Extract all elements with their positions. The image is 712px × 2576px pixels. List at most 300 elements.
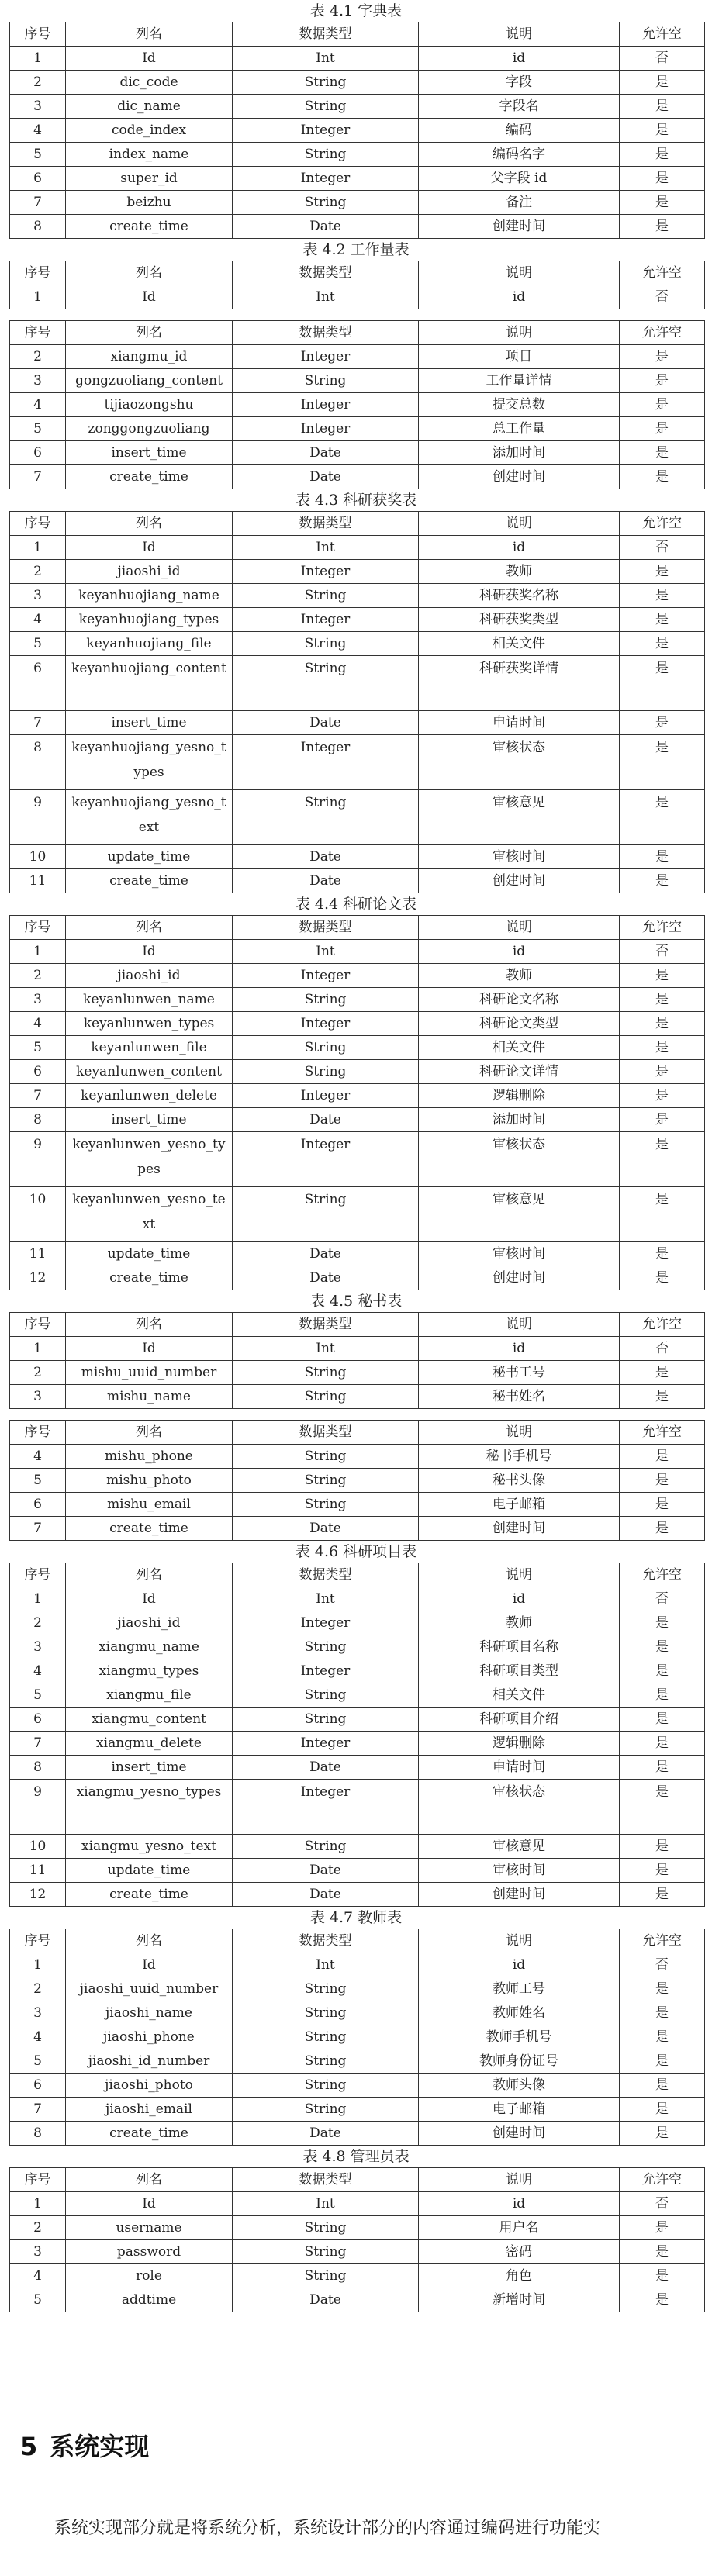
row-number: 6 <box>10 167 66 191</box>
nullable: 是 <box>620 1361 705 1385</box>
description: 项目 <box>419 345 620 369</box>
nullable: 是 <box>620 1036 705 1060</box>
nullable: 是 <box>620 608 705 632</box>
table-row <box>10 1361 705 1385</box>
data-type: Int <box>233 2192 419 2216</box>
row-number: 4 <box>10 119 66 143</box>
description: id <box>419 1587 620 1611</box>
schema-table <box>9 1420 705 1541</box>
description: 备注 <box>419 191 620 215</box>
table-row <box>10 2074 705 2098</box>
nullable: 否 <box>620 285 705 309</box>
column-header: 数据类型 <box>233 2168 419 2192</box>
description: 教师 <box>419 1611 620 1635</box>
row-number: 7 <box>10 465 66 489</box>
row-number: 4 <box>10 1445 66 1469</box>
row-number: 3 <box>10 369 66 393</box>
data-type: String <box>233 2216 419 2240</box>
row-number: 1 <box>10 1587 66 1611</box>
column-name: keyanhuojiang_yesno_text <box>66 790 233 845</box>
column-header: 列名 <box>66 22 233 47</box>
column-header: 说明 <box>419 22 620 47</box>
nullable: 是 <box>620 1859 705 1883</box>
column-header: 序号 <box>10 261 66 285</box>
data-type: Int <box>233 1953 419 1977</box>
table-row <box>10 2216 705 2240</box>
column-header: 说明 <box>419 1929 620 1953</box>
description: 相关文件 <box>419 1036 620 1060</box>
table-row <box>10 1266 705 1290</box>
data-type: String <box>233 2264 419 2288</box>
data-type: Int <box>233 47 419 71</box>
column-name: jiaoshi_id_number <box>66 2049 233 2074</box>
column-name: insert_time <box>66 441 233 465</box>
column-header: 列名 <box>66 261 233 285</box>
description: 秘书姓名 <box>419 1385 620 1409</box>
column-name: password <box>66 2240 233 2264</box>
description: 科研项目名称 <box>419 1635 620 1659</box>
row-number: 6 <box>10 1708 66 1732</box>
column-header: 序号 <box>10 22 66 47</box>
column-header: 序号 <box>10 1929 66 1953</box>
table-row <box>10 869 705 893</box>
row-number: 10 <box>10 1835 66 1859</box>
table-row <box>10 1953 705 1977</box>
table-row <box>10 1445 705 1469</box>
table-row <box>10 2025 705 2049</box>
header-row <box>10 1313 705 1337</box>
table-row <box>10 1732 705 1756</box>
nullable: 是 <box>620 964 705 988</box>
nullable: 是 <box>620 735 705 790</box>
nullable: 是 <box>620 1732 705 1756</box>
description: id <box>419 1953 620 1977</box>
nullable: 是 <box>620 560 705 584</box>
data-type: String <box>233 1385 419 1409</box>
data-type: Date <box>233 869 419 893</box>
table-row <box>10 285 705 309</box>
row-number: 6 <box>10 1493 66 1517</box>
data-type: String <box>233 1060 419 1084</box>
row-number: 3 <box>10 584 66 608</box>
column-header: 序号 <box>10 1563 66 1587</box>
nullable: 是 <box>620 988 705 1012</box>
column-name: jiaoshi_photo <box>66 2074 233 2098</box>
table-row <box>10 1708 705 1732</box>
column-name: jiaoshi_phone <box>66 2025 233 2049</box>
column-name: update_time <box>66 1859 233 1883</box>
table-row <box>10 560 705 584</box>
row-number: 1 <box>10 47 66 71</box>
column-name: Id <box>66 2192 233 2216</box>
row-number: 5 <box>10 2288 66 2312</box>
table-row <box>10 1611 705 1635</box>
table-row <box>10 1385 705 1409</box>
data-type: Int <box>233 1587 419 1611</box>
data-type: String <box>233 1977 419 2001</box>
description: 父字段 id <box>419 167 620 191</box>
row-number: 4 <box>10 1012 66 1036</box>
data-type: Integer <box>233 1659 419 1683</box>
table-row <box>10 1780 705 1835</box>
column-name: insert_time <box>66 1108 233 1132</box>
row-number: 2 <box>10 964 66 988</box>
nullable: 是 <box>620 1659 705 1683</box>
row-number: 6 <box>10 1060 66 1084</box>
row-number: 5 <box>10 143 66 167</box>
description: 电子邮箱 <box>419 2098 620 2122</box>
data-type: String <box>233 790 419 845</box>
column-name: insert_time <box>66 711 233 735</box>
row-number: 7 <box>10 711 66 735</box>
nullable: 是 <box>620 1469 705 1493</box>
column-name: create_time <box>66 869 233 893</box>
description: 角色 <box>419 2264 620 2288</box>
nullable: 是 <box>620 215 705 239</box>
header-row <box>10 512 705 536</box>
column-header: 序号 <box>10 512 66 536</box>
nullable: 是 <box>620 2049 705 2074</box>
table-row <box>10 2264 705 2288</box>
nullable: 是 <box>620 632 705 656</box>
nullable: 是 <box>620 71 705 95</box>
description: 审核时间 <box>419 1242 620 1266</box>
data-type: Integer <box>233 1132 419 1187</box>
data-type: String <box>233 2240 419 2264</box>
row-number: 4 <box>10 2025 66 2049</box>
column-name: xiangmu_id <box>66 345 233 369</box>
data-type: Integer <box>233 1611 419 1635</box>
row-number: 5 <box>10 1469 66 1493</box>
data-type: String <box>233 1683 419 1708</box>
nullable: 是 <box>620 1108 705 1132</box>
table-caption: 表 4.2 工作量表 <box>302 241 410 258</box>
schema-table <box>9 22 705 239</box>
table-caption: 表 4.4 科研论文表 <box>295 896 417 913</box>
nullable: 是 <box>620 345 705 369</box>
table-row <box>10 1187 705 1242</box>
table-row <box>10 1659 705 1683</box>
table-row <box>10 441 705 465</box>
description: 字段 <box>419 71 620 95</box>
row-number: 9 <box>10 1780 66 1835</box>
table-row <box>10 1756 705 1780</box>
description: 用户名 <box>419 2216 620 2240</box>
data-type: String <box>233 1469 419 1493</box>
schema-table <box>9 1312 705 1409</box>
column-header: 说明 <box>419 321 620 345</box>
table-row <box>10 465 705 489</box>
description: 创建时间 <box>419 1266 620 1290</box>
row-number: 1 <box>10 536 66 560</box>
header-row <box>10 916 705 940</box>
row-number: 8 <box>10 215 66 239</box>
header-row <box>10 1563 705 1587</box>
nullable: 否 <box>620 1587 705 1611</box>
row-number: 5 <box>10 1683 66 1708</box>
section-number: 5 <box>20 2432 38 2461</box>
row-number: 4 <box>10 2264 66 2288</box>
column-name: beizhu <box>66 191 233 215</box>
description: 审核状态 <box>419 1132 620 1187</box>
description: 审核意见 <box>419 1835 620 1859</box>
row-number: 9 <box>10 790 66 845</box>
description: 科研论文类型 <box>419 1012 620 1036</box>
nullable: 是 <box>620 1977 705 2001</box>
column-name: keyanlunwen_delete <box>66 1084 233 1108</box>
row-number: 1 <box>10 1953 66 1977</box>
column-name: create_time <box>66 2122 233 2146</box>
table-row <box>10 345 705 369</box>
nullable: 是 <box>620 2122 705 2146</box>
column-header: 数据类型 <box>233 261 419 285</box>
column-header: 列名 <box>66 512 233 536</box>
row-number: 2 <box>10 1361 66 1385</box>
row-number: 4 <box>10 1659 66 1683</box>
data-type: Date <box>233 1859 419 1883</box>
row-number: 7 <box>10 1732 66 1756</box>
schema-table <box>9 1563 705 1907</box>
column-name: create_time <box>66 215 233 239</box>
data-type: String <box>233 988 419 1012</box>
column-header: 允许空 <box>620 1313 705 1337</box>
description: 秘书头像 <box>419 1469 620 1493</box>
column-name: tijiaozongshu <box>66 393 233 417</box>
data-type: String <box>233 1445 419 1469</box>
data-type: String <box>233 656 419 711</box>
schema-table <box>9 261 705 309</box>
column-name: role <box>66 2264 233 2288</box>
schema-table <box>9 2167 705 2312</box>
table-row <box>10 1036 705 1060</box>
table-row <box>10 2240 705 2264</box>
row-number: 6 <box>10 2074 66 2098</box>
table-caption: 表 4.6 科研项目表 <box>295 1543 417 1560</box>
row-number: 3 <box>10 1635 66 1659</box>
data-type: String <box>233 1187 419 1242</box>
nullable: 是 <box>620 2288 705 2312</box>
table-row <box>10 2049 705 2074</box>
data-type: Integer <box>233 1780 419 1835</box>
table-row <box>10 735 705 790</box>
row-number: 1 <box>10 940 66 964</box>
nullable: 是 <box>620 1635 705 1659</box>
nullable: 是 <box>620 119 705 143</box>
data-type: Integer <box>233 560 419 584</box>
row-number: 10 <box>10 845 66 869</box>
nullable: 是 <box>620 1517 705 1541</box>
table-row <box>10 988 705 1012</box>
page-break <box>0 309 712 320</box>
data-type: Integer <box>233 417 419 441</box>
column-name: jiaoshi_uuid_number <box>66 1977 233 2001</box>
table-row <box>10 369 705 393</box>
description: 科研论文详情 <box>419 1060 620 1084</box>
column-header: 允许空 <box>620 321 705 345</box>
header-row <box>10 321 705 345</box>
table-row <box>10 119 705 143</box>
data-type: Date <box>233 1242 419 1266</box>
column-name: keyanlunwen_file <box>66 1036 233 1060</box>
row-number: 7 <box>10 191 66 215</box>
column-header: 序号 <box>10 1421 66 1445</box>
nullable: 是 <box>620 1835 705 1859</box>
column-header: 数据类型 <box>233 1313 419 1337</box>
column-name: jiaoshi_id <box>66 1611 233 1635</box>
column-header: 列名 <box>66 1313 233 1337</box>
row-number: 11 <box>10 869 66 893</box>
description: 逻辑删除 <box>419 1084 620 1108</box>
table-row <box>10 584 705 608</box>
description: id <box>419 536 620 560</box>
table-row <box>10 71 705 95</box>
row-number: 5 <box>10 632 66 656</box>
schema-table <box>9 511 705 893</box>
table-row <box>10 1635 705 1659</box>
data-type: Date <box>233 845 419 869</box>
description: 审核时间 <box>419 1859 620 1883</box>
nullable: 是 <box>620 1266 705 1290</box>
table-row <box>10 2001 705 2025</box>
table-row <box>10 1108 705 1132</box>
description: 创建时间 <box>419 869 620 893</box>
schema-table <box>9 320 705 489</box>
page-break <box>0 1409 712 1420</box>
column-header: 列名 <box>66 1929 233 1953</box>
description: 秘书手机号 <box>419 1445 620 1469</box>
table-caption: 表 4.3 科研获奖表 <box>295 492 417 509</box>
nullable: 是 <box>620 1012 705 1036</box>
description: 申请时间 <box>419 1756 620 1780</box>
column-header: 允许空 <box>620 22 705 47</box>
description: 相关文件 <box>419 1683 620 1708</box>
data-type: Integer <box>233 393 419 417</box>
data-type: Date <box>233 1266 419 1290</box>
column-name: keyanhuojiang_name <box>66 584 233 608</box>
data-type: String <box>233 191 419 215</box>
column-name: keyanlunwen_types <box>66 1012 233 1036</box>
column-name: mishu_uuid_number <box>66 1361 233 1385</box>
column-name: index_name <box>66 143 233 167</box>
nullable: 否 <box>620 2192 705 2216</box>
row-number: 3 <box>10 1385 66 1409</box>
nullable: 是 <box>620 369 705 393</box>
column-name: keyanlunwen_yesno_text <box>66 1187 233 1242</box>
column-name: keyanlunwen_yesno_types <box>66 1132 233 1187</box>
description: 编码 <box>419 119 620 143</box>
nullable: 是 <box>620 1493 705 1517</box>
column-name: Id <box>66 536 233 560</box>
table-row <box>10 845 705 869</box>
column-name: keyanlunwen_name <box>66 988 233 1012</box>
description: 教师工号 <box>419 1977 620 2001</box>
table-row <box>10 2288 705 2312</box>
nullable: 是 <box>620 1060 705 1084</box>
row-number: 2 <box>10 71 66 95</box>
description: 教师头像 <box>419 2074 620 2098</box>
nullable: 是 <box>620 2001 705 2025</box>
column-name: keyanhuojiang_types <box>66 608 233 632</box>
description: 科研获奖类型 <box>419 608 620 632</box>
column-name: Id <box>66 1587 233 1611</box>
nullable: 是 <box>620 1780 705 1835</box>
nullable: 是 <box>620 2025 705 2049</box>
row-number: 7 <box>10 2098 66 2122</box>
column-name: Id <box>66 1953 233 1977</box>
data-type: String <box>233 71 419 95</box>
row-number: 5 <box>10 1036 66 1060</box>
section-heading <box>20 2427 712 2463</box>
nullable: 是 <box>620 1242 705 1266</box>
nullable: 是 <box>620 1756 705 1780</box>
table-row <box>10 964 705 988</box>
column-header: 允许空 <box>620 512 705 536</box>
data-type: Integer <box>233 964 419 988</box>
column-name: Id <box>66 940 233 964</box>
description: id <box>419 940 620 964</box>
page-gap <box>0 2312 712 2405</box>
column-name: Id <box>66 47 233 71</box>
table-row <box>10 1517 705 1541</box>
description: 逻辑删除 <box>419 1732 620 1756</box>
table-row <box>10 790 705 845</box>
nullable: 是 <box>620 393 705 417</box>
nullable: 是 <box>620 1683 705 1708</box>
column-header: 列名 <box>66 1563 233 1587</box>
data-type: String <box>233 2074 419 2098</box>
nullable: 是 <box>620 869 705 893</box>
description: 密码 <box>419 2240 620 2264</box>
description: 教师手机号 <box>419 2025 620 2049</box>
data-type: Int <box>233 285 419 309</box>
column-name: mishu_email <box>66 1493 233 1517</box>
nullable: 否 <box>620 47 705 71</box>
table-row <box>10 1337 705 1361</box>
data-type: Date <box>233 215 419 239</box>
description: id <box>419 2192 620 2216</box>
nullable: 是 <box>620 191 705 215</box>
table-row <box>10 1683 705 1708</box>
table-row <box>10 1469 705 1493</box>
description: id <box>419 285 620 309</box>
column-name: update_time <box>66 845 233 869</box>
description: 创建时间 <box>419 2122 620 2146</box>
data-type: String <box>233 584 419 608</box>
table-row <box>10 1587 705 1611</box>
description: id <box>419 47 620 71</box>
column-name: gongzuoliang_content <box>66 369 233 393</box>
table-row <box>10 608 705 632</box>
column-name: xiangmu_types <box>66 1659 233 1683</box>
body-paragraph: 系统实现部分就是将系统分析，系统设计部分的内容通过编码进行功能实 <box>54 2519 601 2538</box>
data-type: Integer <box>233 1732 419 1756</box>
data-type: Integer <box>233 608 419 632</box>
row-number: 4 <box>10 608 66 632</box>
column-header: 允许空 <box>620 1563 705 1587</box>
table-row <box>10 2122 705 2146</box>
nullable: 否 <box>620 1953 705 1977</box>
data-type: String <box>233 1708 419 1732</box>
column-name: insert_time <box>66 1756 233 1780</box>
table-row <box>10 167 705 191</box>
table-row <box>10 215 705 239</box>
table-caption: 表 4.8 管理员表 <box>302 2148 410 2165</box>
column-header: 列名 <box>66 321 233 345</box>
table-row <box>10 632 705 656</box>
column-header: 数据类型 <box>233 1563 419 1587</box>
description: 总工作量 <box>419 417 620 441</box>
table-row <box>10 2098 705 2122</box>
